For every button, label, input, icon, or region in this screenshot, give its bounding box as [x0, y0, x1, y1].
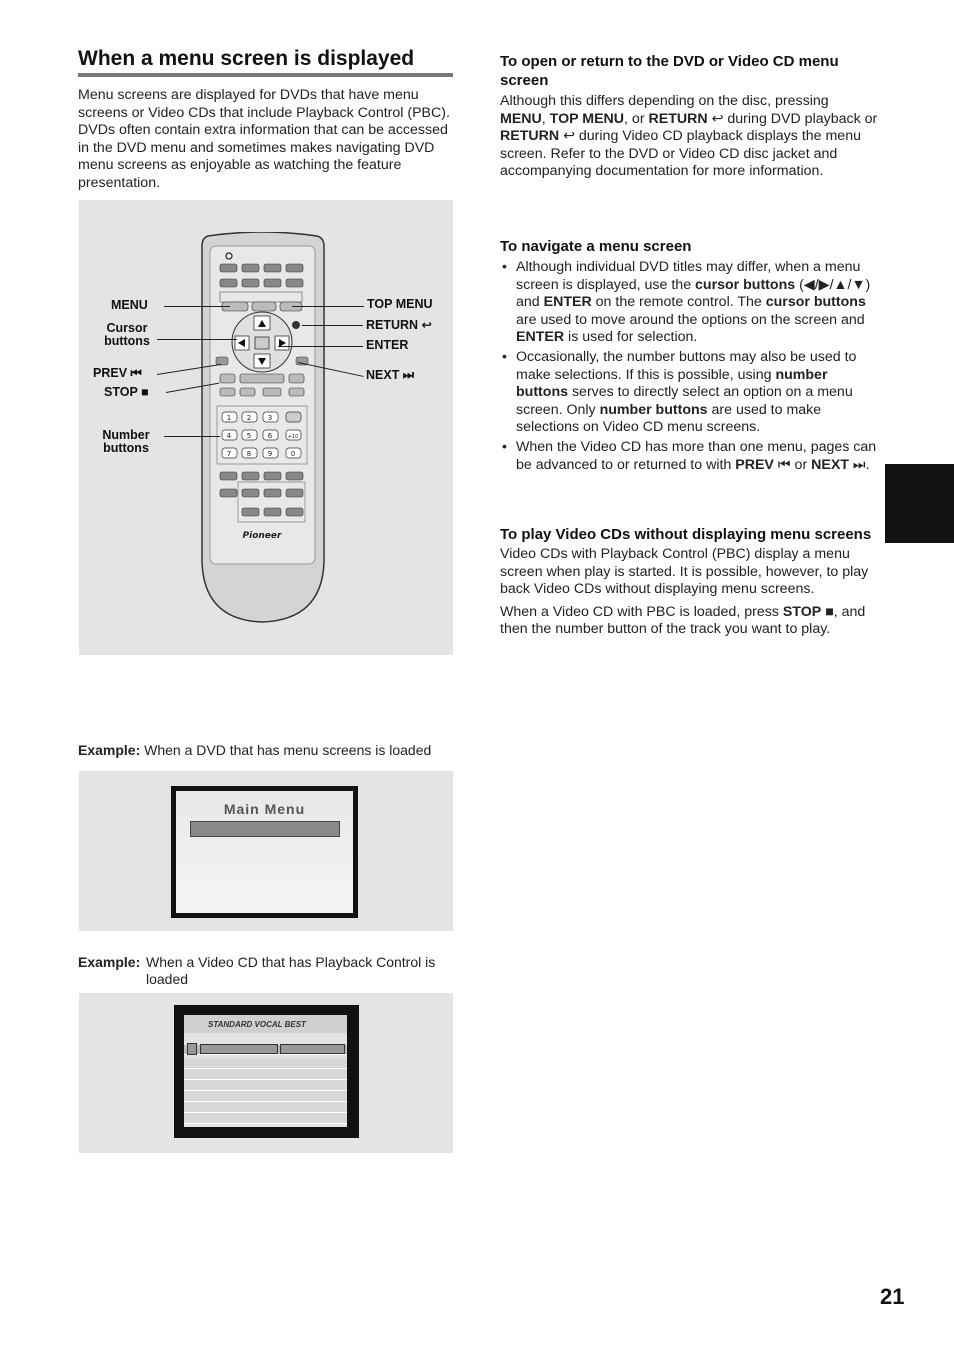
main-menu-title: Main Menu [223, 801, 306, 817]
svg-text:7: 7 [226, 450, 232, 458]
intro-paragraph: Menu screens are displayed for DVDs that have menu screens or Video CDs that include Playback Control (PBC). DVDs often contain extra information that can be accessed in the DVD menu and sometimes makes navigating DVD menu screens as enjoyable as watching the feature presentation. [78, 87, 450, 191]
svg-text:1: 1 [226, 414, 232, 422]
cursor-buttons-label: Cursor buttons [104, 321, 150, 348]
section-heading: To navigate a menu screen [500, 238, 692, 255]
enter-label: ENTER [366, 338, 409, 352]
list-item: • Although individual DVD titles may differ, when a menu screen is displayed, use the cursor buttons (◀/▶/▲/▼) and ENTER on the remote control. The cursor buttons are used to move around the options on the screen and ENTER is used for selection. [500, 259, 878, 347]
list-item: • Occasionally, the number buttons may also be used to make selections. If this is possible, using number buttons serves to directly select an option on a menu screen. Only number buttons are used to make selections on Video CD menu screens. [500, 349, 878, 437]
title-rule [78, 73, 453, 77]
svg-text:5: 5 [246, 432, 252, 440]
dvd-menu-screen [171, 786, 358, 918]
top-menu-label: TOP MENU [367, 297, 433, 311]
section-play-without-menu [500, 525, 878, 639]
number-buttons-label: Number buttons [102, 428, 150, 455]
menu-highlight-bar [190, 821, 340, 837]
chapter-tab [885, 464, 954, 543]
vcd-menu-title: STANDARD VOCAL BEST [208, 1020, 306, 1029]
menu-label: MENU [111, 298, 148, 312]
section-body: Although this differs depending on the disc, pressing MENU, TOP MENU, or RETURN ↩ during DVD playback or RETURN ↩ during Video CD playback displays the menu screen. Refer to the DVD or Video CD disc jacket and accompanying documentation for more information. [500, 93, 878, 180]
section-heading: To open or return to the DVD or Video CD menu screen [500, 53, 839, 89]
page-title: When a menu screen is displayed [78, 47, 415, 70]
section-body: Video CDs with Playback Control (PBC) display a menu screen when play is started. It is possible, however, to play back Video CDs without displaying menu screens. [500, 546, 869, 598]
section-heading: To play Video CDs without displaying menu screens [500, 526, 872, 543]
svg-text:4: 4 [226, 432, 232, 440]
svg-text:9: 9 [267, 450, 273, 458]
brand-logo: Pioneer [242, 531, 282, 541]
page-number: 21 [880, 1284, 905, 1309]
prev-label: PREV ⏮ [93, 366, 142, 380]
section-navigate-menu [500, 237, 878, 476]
svg-text:6: 6 [267, 432, 273, 440]
example-1-caption: Example: When a DVD that has menu screens is loaded [78, 742, 432, 758]
section-body: When a Video CD with PBC is loaded, press STOP ■, and then the number button of the track you want to play. [500, 603, 866, 638]
vcd-menu-screen [174, 1005, 359, 1138]
example-2-caption: Example: When a Video CD that has Playback Control is loaded [78, 954, 436, 987]
svg-text:2: 2 [246, 414, 252, 422]
svg-text:3: 3 [267, 414, 273, 422]
svg-text:8: 8 [246, 450, 252, 458]
stop-label: STOP ■ [104, 385, 149, 399]
remote-control-illustration [200, 232, 325, 623]
list-item: • When the Video CD has more than one menu, pages can be advanced to or returned to with PREV ⏮ or NEXT ⏭. [500, 439, 878, 474]
next-label: NEXT ⏭ [366, 368, 415, 382]
return-label: RETURN ↩ [366, 318, 433, 332]
section-open-menu [500, 52, 878, 181]
svg-text:+10: +10 [287, 434, 299, 440]
svg-text:0: 0 [290, 450, 296, 458]
